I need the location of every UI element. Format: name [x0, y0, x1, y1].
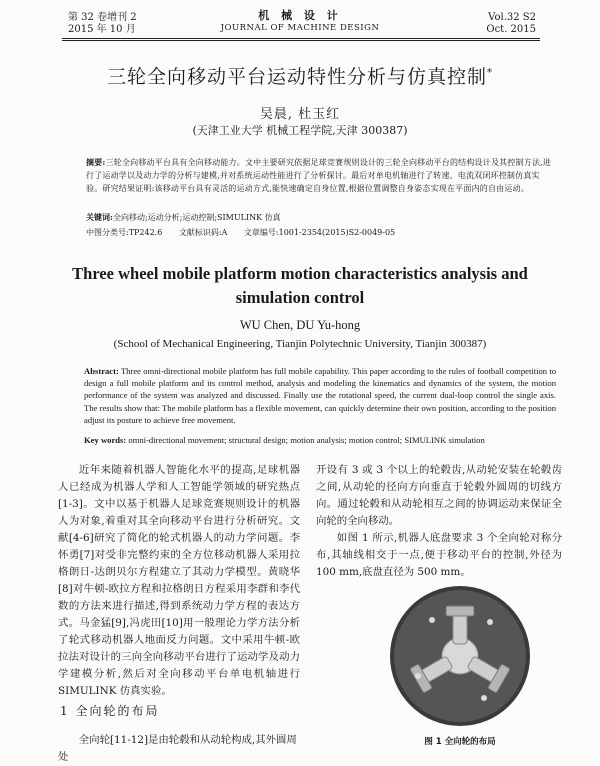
abstract-cn-text: 三轮全向移动平台具有全向移动能力。文中主要研究依据足球竞赛规则设计的三轮全向移动平台的结构设计及其控制方法,进行了运动学以及动力学的分析与建模,并对系统运动性能进行了分析探讨。最后对单电机轴进行了转速、电流双闭环控制仿真实验。研究结果证明:该移动平台具有灵活的运动方式,能快速确定自身位置,根据位置调整自身姿态实现在平面内的自由运动。	[86, 158, 552, 193]
paper-title-en	[0, 262, 600, 310]
title-footnote-mark: *	[487, 67, 493, 79]
keywords-en-label: Key words:	[84, 435, 127, 445]
omni-wheel-layout-figure	[372, 580, 548, 726]
volume-line: 第 32 卷增刊 2	[68, 12, 137, 23]
abstract-en-label: Abstract:	[84, 366, 119, 376]
wheel-description-paragraph: 开设有 3 或 3 个以上的轮毂齿,从动轮安装在轮毂齿之间,从动轮的径向方向垂直于轮毂外圆周的切线方向。通过轮毂和从动轮相互之间的协调运动来保证全向轮的全向移动。	[316, 464, 562, 527]
body-left-column	[58, 462, 300, 700]
keywords-en-text: omni-directional movement; structural design; motion analysis; motion control; SIMULINK simulation	[128, 435, 485, 445]
header-rule-second	[62, 40, 540, 41]
class-number: 中图分类号:TP242.6	[86, 228, 163, 237]
figure-caption: 图 1 全向轮的布局	[424, 737, 496, 747]
intro-paragraph: 近年来随着机器人智能化水平的提高,足球机器人已经成为机器人学和人工智能学领域的研究热点[1-3]。文中以基于机器人足球竞赛规则设计的机器人为对象,着重对其全向移动平台进行分析研究。文献[4-6]研究了简化的轮式机器人的动力学问题。李怀勇[7]对受非完整约束的全方位移动机器人采用拉格朗日-达朗贝尔方程建立了其动力学模型。黄晓华[8]对牛顿-欧拉方程和拉格朗日方程采用李群和李代数的方法来进行描述,得到系统动力学方程的表达方式。马金猛[9],冯虎田[10]用一般理论力学方法分析了轮式移动机器人地面反力问题。文中采用牛顿-欧拉法对设计的三向全向移动平台进行了运动学及动力学建模分析,然后对全向移动平台单电机轴进行 SIMULINK 仿真实验。	[58, 464, 300, 697]
authors-en: WU Chen, DU Yu-hong	[239, 318, 361, 332]
section-first-line: 全向轮[11-12]是由轮毂和从动轮构成,其外圆周处	[58, 734, 297, 763]
abstract-cn	[86, 156, 554, 195]
keywords-cn-label: 关键词:	[86, 212, 113, 222]
keywords-cn	[86, 211, 554, 224]
mount-hole	[481, 695, 487, 701]
layout-paragraph: 如图 1 所示,机器人底盘要求 3 个全向轮对称分布,其轴线相交于一点,便于移动平台的控制,外径为 100 mm,底盘直径为 500 mm。	[316, 532, 562, 578]
document-code: 文献标识码:A	[178, 228, 228, 237]
title-cn-text: 三轮全向移动平台运动特性分析与仿真控制	[106, 66, 487, 88]
keywords-cn-text: 全向移动;运动分析;运动控制;SIMULINK 仿真	[112, 213, 281, 222]
paper-title-cn	[0, 62, 600, 89]
volume-en-line: Vol.32 S2	[488, 12, 536, 23]
affiliation-en: (School of Mechanical Engineering, Tianjin Polytechnic University, Tianjin 300387)	[113, 338, 487, 350]
mount-hole	[415, 673, 421, 679]
abstract-en-text: Three omni-directional mobile platform has full mobile capability. This paper according to the rules of football competition to design a full mobile platform and its control method, analysis and modeling the kinematics and dynamics of the system, the motion performance of the system was analyzed and discussed. Finally use the rotational speed, the current dual-loop control the single axis. The results show that: The mobile platform has a flexible movement, can quickly determine their own position, according to the position adjust its posture to achieve free movement.	[84, 366, 557, 425]
date-en-line: Oct. 2015	[486, 24, 536, 35]
date-line: 2015 年 10 月	[68, 24, 136, 35]
header-rule	[62, 38, 540, 39]
journal-name-cn: 机 械 设 计	[258, 9, 342, 22]
affiliation-cn: (天津工业大学 机械工程学院,天津 300387)	[192, 124, 408, 137]
title-en-line2: simulation control	[235, 288, 365, 307]
abstract-cn-label: 摘要:	[86, 157, 106, 167]
body-right-column	[316, 462, 562, 581]
mount-hole	[429, 617, 435, 623]
authors-cn: 吴晨, 杜玉红	[259, 107, 341, 122]
journal-volume-en	[486, 12, 536, 36]
abstract-en	[84, 365, 556, 426]
title-en-line1: Three wheel mobile platform motion characteristics analysis and	[72, 264, 528, 283]
mount-hole	[487, 619, 493, 625]
keywords-en	[84, 434, 556, 446]
section-heading: 1 全向轮的布局	[60, 704, 160, 718]
classification-line	[86, 226, 554, 239]
article-number: 文章编号:1001-2354(2015)S2-0049-05	[243, 228, 396, 237]
journal-name-en: JOURNAL OF MACHINE DESIGN	[220, 23, 380, 33]
